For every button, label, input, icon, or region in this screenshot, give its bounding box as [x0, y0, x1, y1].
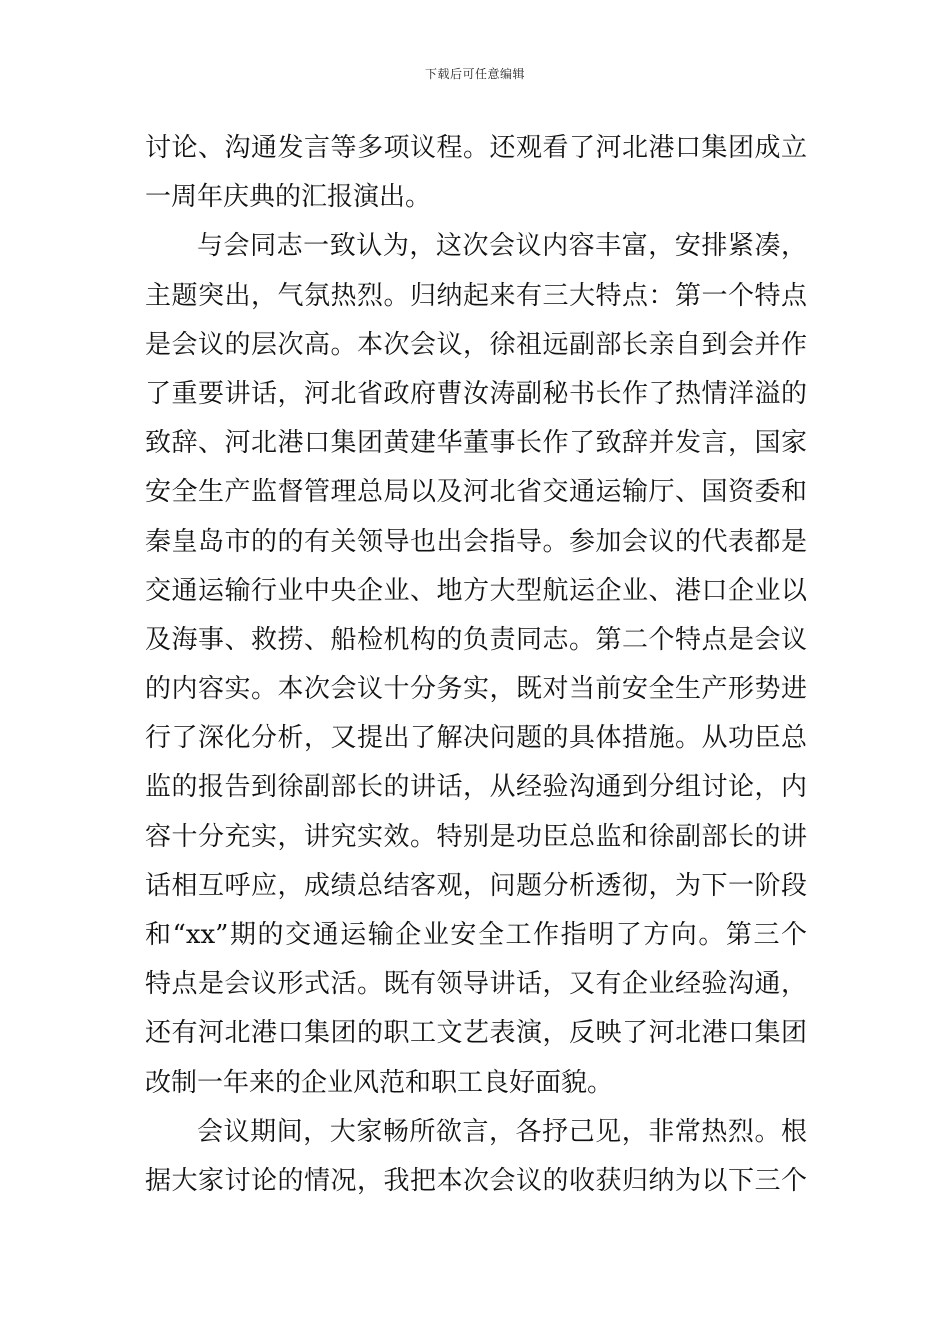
body-text [145, 124, 807, 1206]
text-line: 的内容实。本次会议十分务实，既对当前安全生产形势进 [145, 674, 807, 705]
text-line: 与会同志一致认为，这次会议内容丰富，安排紧凑， [197, 231, 807, 262]
text-line: 致辞、河北港口集团黄建华董事长作了致辞并发言，国家 [145, 428, 807, 459]
text-line: 会议期间，大家畅所欲言，各抒己见，非常热烈。根 [197, 1116, 807, 1147]
text-line: 交通运输行业中央企业、地方大型航运企业、港口企业以 [145, 575, 807, 606]
text-line: 是会议的层次高。本次会议，徐祖远副部长亲自到会并作 [145, 329, 807, 360]
text-line: 还有河北港口集团的职工文艺表演，反映了河北港口集团 [145, 1018, 807, 1049]
text-line: 及海事、救捞、船检机构的负责同志。第二个特点是会议 [145, 624, 807, 655]
text-line: 讨论、沟通发言等多项议程。还观看了河北港口集团成立 [145, 133, 807, 163]
text-line: 秦皇岛市的的有关领导也出会指导。参加会议的代表都是 [145, 526, 807, 557]
text-line: 了重要讲话，河北省政府曹汝涛副秘书长作了热情洋溢的 [145, 378, 807, 409]
text-line: 特点是会议形式活。既有领导讲话，又有企业经验沟通， [145, 969, 807, 1000]
text-line: 行了深化分析，又提出了解决问题的具体措施。从功臣总 [145, 723, 807, 754]
text-line: 容十分充实，讲究实效。特别是功臣总监和徐副部长的讲 [145, 821, 807, 852]
text-line: 据大家讨论的情况，我把本次会议的收获归纳为以下三个 [145, 1165, 807, 1196]
text-line: 监的报告到徐副部长的讲话，从经验沟通到分组讨论，内 [145, 772, 807, 803]
text-line: 安全生产监督管理总局以及河北省交通运输厅、国资委和 [145, 477, 807, 508]
text-line: 和“xx”期的交通运输企业安全工作指明了方向。第三个 [145, 920, 807, 950]
text-line: 改制一年来的企业风范和职工良好面貌。 [145, 1067, 614, 1098]
text-line: 话相互呼应，成绩总结客观，问题分析透彻，为下一阶段 [145, 870, 807, 901]
header-note: 下载后可任意编辑 [424, 67, 525, 81]
text-line: 主题突出，气氛热烈。归纳起来有三大特点：第一个特点 [145, 280, 807, 311]
text-line: 一周年庆典的汇报演出。 [145, 182, 432, 213]
